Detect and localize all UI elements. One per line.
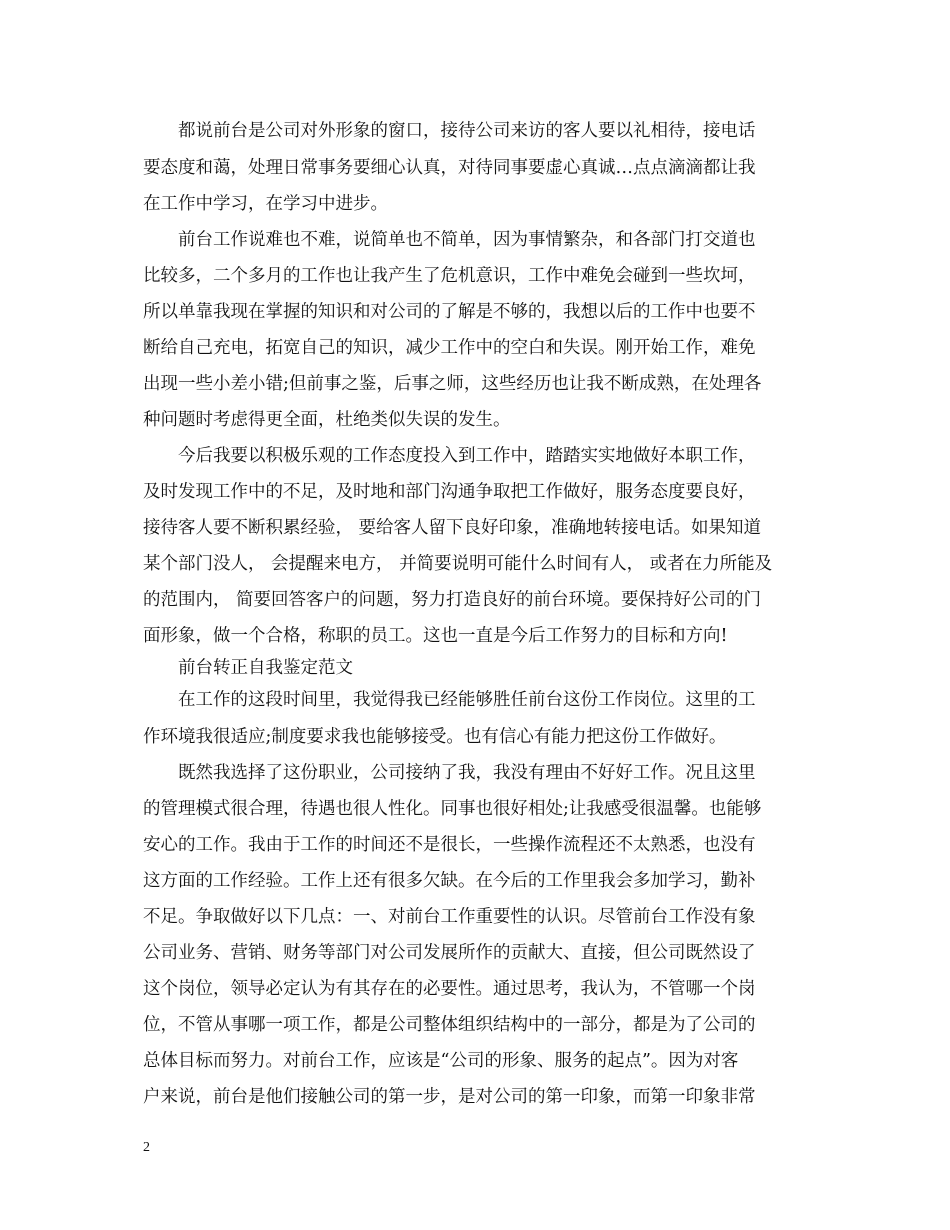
section-heading: 前台转正自我鉴定范文 <box>178 658 353 678</box>
text-line: 接待客人要不断积累经验， 要给客人留下良好印象，准确地转接电话。如果知道 <box>143 518 762 538</box>
text-line: 出现一些小差小错;但前事之鉴，后事之师，这些经历也让我不断成熟，在处理各 <box>143 374 762 394</box>
text-line: 位，不管从事哪一项工作，都是公司整体组织结构中的一部分，都是为了公司的 <box>143 1015 756 1035</box>
text-line: 要态度和蔼，处理日常事务要细心认真，对待同事要虚心真诚…点点滴滴都让我 <box>143 158 756 178</box>
text-line: 面形象，做一个合格，称职的员工。这也一直是今后工作努力的目标和方向! <box>143 626 728 646</box>
text-line: 安心的工作。我由于工作的时间还不是很长，一些操作流程还不太熟悉，也没有 <box>143 835 756 855</box>
text-line: 作环境我很适应;制度要求我也能够接受。也有信心有能力把这份工作做好。 <box>143 727 727 747</box>
text-line: 的管理模式很合理，待遇也很人性化。同事也很好相处;让我感受很温馨。也能够 <box>143 799 762 819</box>
text-line: 前台工作说难也不难，说简单也不简单，因为事情繁杂，和各部门打交道也 <box>178 230 756 250</box>
text-line: 所以单靠我现在掌握的知识和对公司的了解是不够的，我想以后的工作中也要不 <box>143 302 756 322</box>
text-line: 总体目标而努力。对前台工作，应该是“公司的形象、服务的起点”。因为对客 <box>143 1051 739 1071</box>
text-line: 不足。争取做好以下几点：一、对前台工作重要性的认识。尽管前台工作没有象 <box>143 907 756 927</box>
text-line: 某个部门没人， 会提醒来电方， 并简要说明可能什么时间有人， 或者在力所能及 <box>143 554 773 574</box>
text-line: 比较多，二个多月的工作也让我产生了危机意识，工作中难免会碰到一些坎坷， <box>143 266 756 286</box>
text-line: 的范围内， 简要回答客户的问题，努力打造良好的前台环境。要保持好公司的门 <box>143 590 762 610</box>
text-line: 及时发现工作中的不足，及时地和部门沟通争取把工作做好，服务态度要良好， <box>143 482 756 502</box>
page-number: 2 <box>143 1140 150 1155</box>
text-line: 公司业务、营销、财务等部门对公司发展所作的贡献大、直接，但公司既然设了 <box>143 943 756 963</box>
text-line: 都说前台是公司对外形象的窗口，接待公司来访的客人要以礼相待，接电话 <box>178 121 756 141</box>
text-line: 这方面的工作经验。工作上还有很多欠缺。在今后的工作里我会多加学习，勤补 <box>143 871 756 891</box>
text-line: 既然我选择了这份职业，公司接纳了我，我没有理由不好好工作。况且这里 <box>178 763 756 783</box>
text-line: 这个岗位，领导必定认为有其存在的必要性。通过思考，我认为，不管哪一个岗 <box>143 979 756 999</box>
text-line: 户来说，前台是他们接触公司的第一步，是对公司的第一印象，而第一印象非常 <box>143 1087 756 1107</box>
text-line: 断给自己充电，拓宽自己的知识，减少工作中的空白和失误。刚开始工作，难免 <box>143 338 756 358</box>
text-line: 今后我要以积极乐观的工作态度投入到工作中，踏踏实实地做好本职工作， <box>178 446 756 466</box>
text-line: 种问题时考虑得更全面，杜绝类似失误的发生。 <box>143 410 511 430</box>
text-line: 在工作的这段时间里，我觉得我已经能够胜任前台这份工作岗位。这里的工 <box>178 690 756 710</box>
text-line: 在工作中学习，在学习中进步。 <box>143 194 388 214</box>
